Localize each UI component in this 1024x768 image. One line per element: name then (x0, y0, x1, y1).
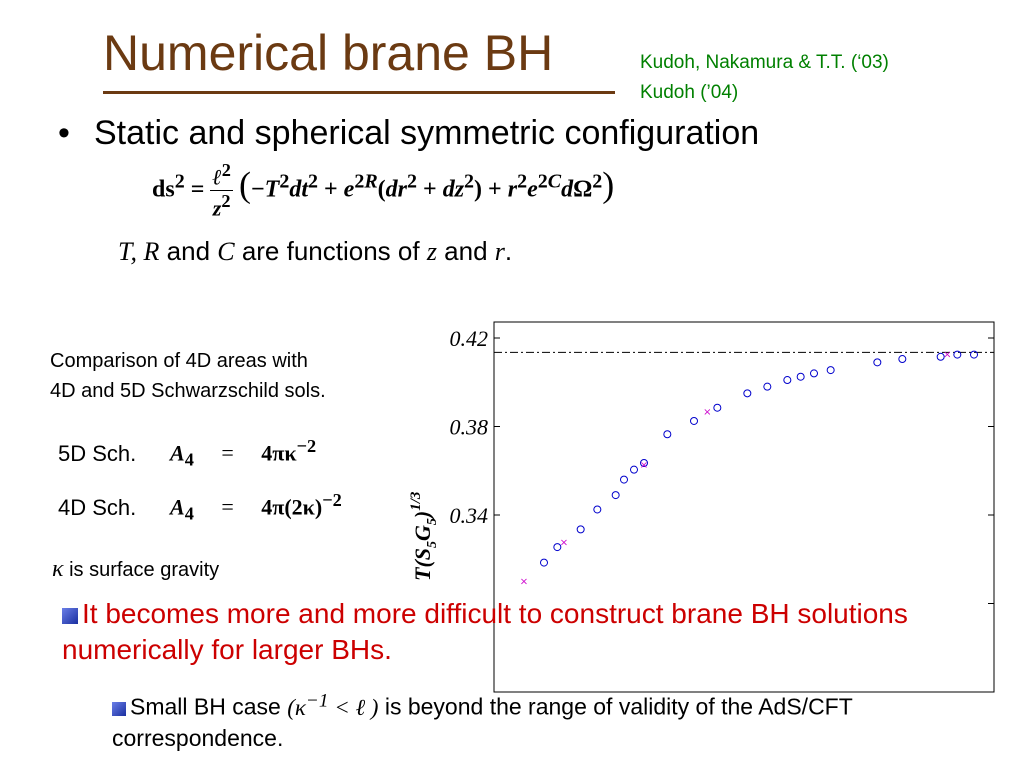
square-bullet-icon (62, 608, 78, 624)
data-point-circle (594, 506, 601, 513)
sch5-equation: $A_4 = 4\pi\kappa^{-2}$ (170, 436, 317, 470)
y-tick-label: 0.38 (449, 414, 488, 440)
square-bullet-icon (112, 702, 126, 716)
sch4-label: 4D Sch. (58, 495, 137, 520)
red-statement: It becomes more and more difficult to construct brane BH solutions numerically for larger BHs. (62, 598, 908, 665)
data-point-cross: × (639, 460, 649, 472)
small-bh-note: Small BH case ($\kappa^{-1}$ < ℓ ) is beyond the range of validity of the AdS/CFT correspondence. (112, 690, 853, 751)
data-point-circle (874, 359, 881, 366)
y-tick-label: 0.34 (449, 503, 488, 528)
data-point-circle (827, 367, 834, 374)
metric-equation: $ds^2$ = ℓ$^2$ $z^2$ $(-T^2dt^2 + e^{2R}(dr^2 + dz^2) + r^2e^{2C}d\Omega^2)$ (152, 160, 615, 221)
data-point-circle (764, 383, 771, 390)
small-bh-condition: ($\kappa^{-1}$ < ℓ ) (287, 690, 379, 720)
data-point-circle (664, 431, 671, 438)
data-point-circle (797, 373, 804, 380)
data-point-cross: × (519, 576, 529, 588)
data-point-cross: × (943, 349, 952, 361)
comparison-caption-line2: 4D and 5D Schwarzschild sols. (50, 380, 326, 402)
data-point-circle (714, 404, 721, 411)
data-point-cross: × (703, 407, 712, 419)
reference-1: Kudoh, Nakamura & T.T. (‘03) (640, 52, 889, 73)
y-tick-label: 0.42 (449, 326, 488, 351)
data-point-circle (621, 476, 628, 483)
data-point-circle (899, 356, 906, 363)
data-point-circle (691, 417, 698, 424)
functions-note: T, R and C are functions of z and r. (118, 236, 513, 266)
data-point-circle (631, 466, 638, 473)
data-point-circle (954, 351, 961, 358)
data-point-cross: × (559, 537, 569, 549)
data-point-circle (577, 526, 584, 533)
title-underline (103, 91, 615, 94)
data-point-circle (811, 370, 818, 377)
kappa-note: κ is surface gravity (52, 556, 220, 582)
comparison-caption-line1: Comparison of 4D areas with (50, 350, 308, 372)
data-point-circle (744, 390, 751, 397)
bullet-marker: • (58, 114, 70, 152)
sch5-label: 5D Sch. (58, 441, 137, 466)
data-point-circle (612, 492, 619, 499)
y-axis-label: $T(S_5G_5)^{1/3}$ (408, 491, 440, 581)
bullet-text: Static and spherical symmetric configuration (94, 114, 760, 152)
reference-2: Kudoh (’04) (640, 82, 739, 103)
data-point-circle (784, 377, 791, 384)
data-point-circle (541, 559, 548, 566)
slide-title: Numerical brane BH (103, 25, 554, 81)
sch4-equation: $A_4 = 4\pi(2\kappa)^{-2}$ (170, 490, 342, 524)
